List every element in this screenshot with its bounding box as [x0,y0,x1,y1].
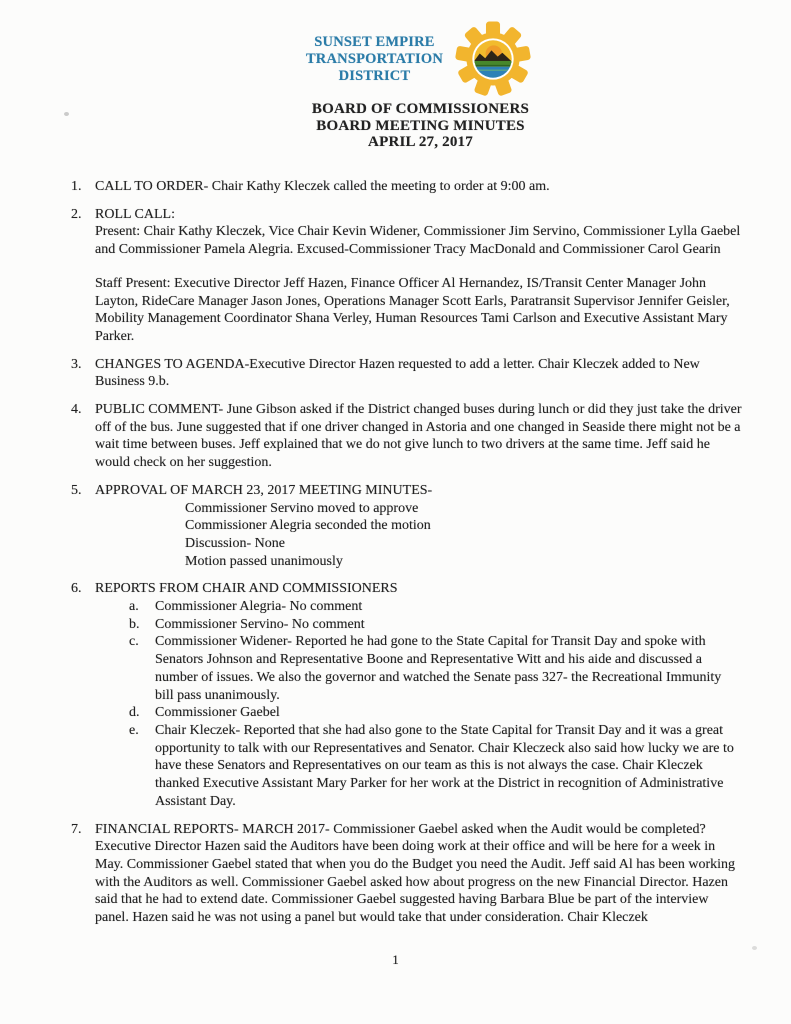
sub-item [129,704,743,722]
sub-item-text: Commissioner Servino- No comment [155,616,365,632]
item-text: PUBLIC COMMENT- June Gibson asked if the District changed buses during lunch or did they just take the driver off of the bus. June suggested that if one driver changed in Astoria and one changed in Seaside there might not be a wait time between buses. Jeff explained that we do not give lunch to two drivers at the same time. Jeff said he would check on her suggestion. [95,402,742,471]
title-line: BOARD OF COMMISSIONERS [311,101,530,117]
agenda-item-public-comment [71,401,743,472]
item-text: APPROVAL OF MARCH 23, 2017 MEETING MINUTES- [95,482,433,498]
item-number: 5. [71,482,82,498]
org-name-line: SUNSET EMPIRE [314,33,435,50]
sub-item [129,598,743,616]
forest-band [473,61,514,65]
document-header [0,20,791,151]
motion-line: Motion passed unanimously [185,553,343,569]
brand-block [25,20,791,98]
title-line: BOARD MEETING MINUTES [316,117,525,134]
district-gear-logo-icon [451,20,535,98]
agenda-item-roll-call [71,206,743,346]
sub-item-letter: e. [129,722,139,738]
sub-item-letter: c. [129,634,139,650]
present-paragraph: Present: Chair Kathy Kleczek, Vice Chair Kevin Widener, Commissioner Jim Servino, Commissioner Lylla Gaebel and Commissioner Pamela Alegria. Excused-Commissioner Tracy MacDonald and Commissioner Carol Gearin [95,224,741,258]
motion-block [185,500,743,571]
item-number: 6. [71,581,82,597]
agenda-item-approval-of-minutes [71,482,743,571]
sub-item-text: Commissioner Gaebel [155,705,280,721]
sub-item [129,722,743,811]
sub-item-letter: d. [129,705,140,721]
item-number: 2. [71,206,82,222]
sub-item-text: Commissioner Widener- Reported he had gone to the State Capital for Transit Day and spoke with Senators Johnson and Representative Boone and Representative Witt and his aide and discussed a number of issues. We also the governor and watched the Senate pass 327- the Recreational Immunity bill pass unanimously. [155,634,722,703]
sub-item [129,616,743,634]
item-text: CALL TO ORDER- Chair Kathy Kleczek called the meeting to order at 9:00 am. [95,179,550,194]
agenda-item-reports-from-chair [71,580,743,810]
minutes-list [71,178,743,937]
motion-line: Discussion- None [185,535,285,551]
motion-line: Commissioner Servino moved to approve [185,500,419,516]
forest-band-dark [473,65,514,67]
sub-item-text: Commissioner Alegria- No comment [155,599,363,615]
scan-artifact [752,946,757,950]
org-name-line: TRANSPORTATION [305,50,444,67]
item-number: 4. [71,402,82,418]
sub-item [129,633,743,704]
item-text: ROLL CALL: [95,206,175,222]
sub-item-letter: a. [129,599,139,615]
item-text: REPORTS FROM CHAIR AND COMMISSIONERS [95,581,398,597]
item-number: 1. [71,179,82,194]
title-line: APRIL 27, 2017 [368,134,473,150]
water-highlight [473,70,514,71]
org-name [306,34,443,85]
motion-line: Commissioner Alegria seconded the motion [185,518,431,534]
item-number: 7. [71,821,82,837]
agenda-item-call-to-order [71,178,743,196]
item-text: FINANCIAL REPORTS- MARCH 2017- Commissioner Gaebel asked when the Audit would be completed? Executive Director Hazen said the Auditors have been doing work at their office and will be here for a week in May. Commissioner Gaebel stated that when you do the Budget you need the Audit. Jeff said Al has been working with the Auditors as well. Commissioner Gaebel asked how about progress on the new Financial Director. Hazen said that he had to extend date. Commissioner Gaebel suggested having Barbara Blue be part of the interview panel. Hazen said he was not using a panel but would take that under consideration. Chair Kleczek [95,821,735,926]
item-number: 3. [71,356,82,372]
sub-item-letter: b. [129,616,140,632]
agenda-item-financial-reports [71,821,743,927]
item-text: CHANGES TO AGENDA-Executive Director Hazen requested to add a letter. Chair Kleczek added to New Business 9.b. [95,356,700,390]
page-number: 1 [392,952,399,967]
org-name-line: DISTRICT [338,67,411,84]
sub-item-text: Chair Kleczek- Reported that she had also gone to the State Capital for Transit Day and it was a great opportunity to talk with our Representatives and Senator. Chair Kleczeck also said how lucky we are to have these Senators and Representatives on our team as this is not always the case. Chair Kleczek thanked Executive Assistant Mary Parker for her work at the District in recognition of Administrative Assistant Day. [155,722,734,809]
staff-present-paragraph: Staff Present: Executive Director Jeff Hazen, Finance Officer Al Hernandez, IS/Transit Center Manager John Layton, RideCare Manager Jason Jones, Operations Manager Scott Earls, Paratransit Supervisor Jennifer Geisler, Mobility Management Coordinator Shana Verley, Human Resources Tami Carlson and Executive Assistant Mary Parker. [95,275,730,344]
agenda-item-changes-to-agenda [71,356,743,391]
document-title [25,101,791,151]
